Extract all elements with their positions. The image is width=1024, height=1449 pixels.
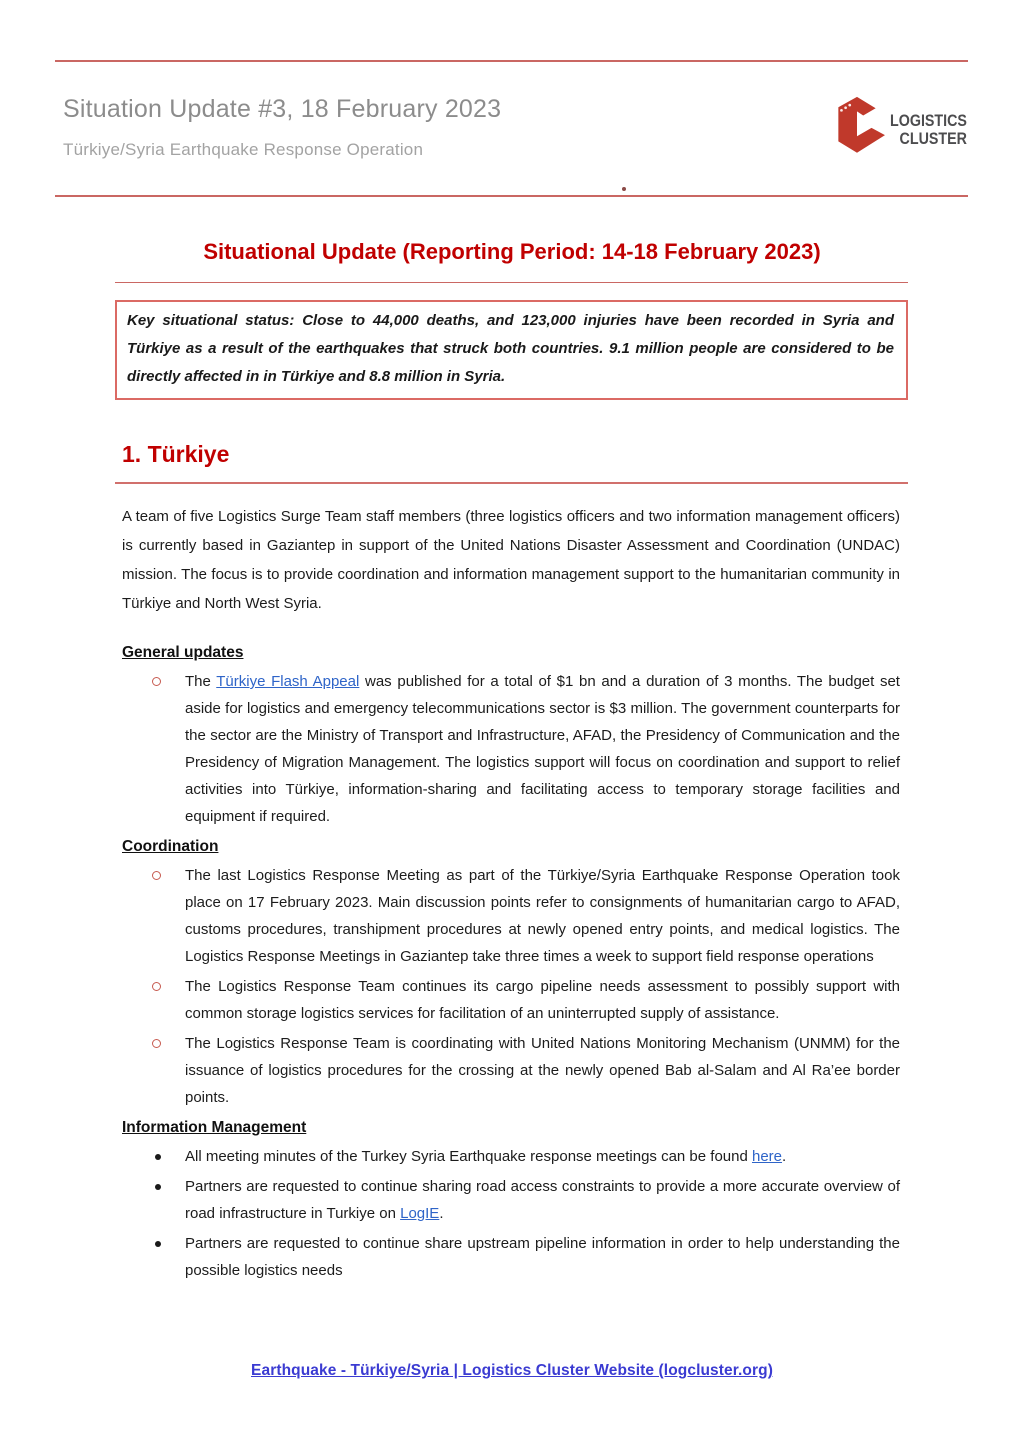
key-status-box	[115, 300, 908, 400]
logo-word-logistics: LOGISTICS	[890, 111, 967, 130]
report-subtitle: Türkiye/Syria Earthquake Response Operation	[63, 140, 424, 159]
logo-wordmark	[890, 112, 967, 148]
list-item-text: The Logistics Response Team continues its cargo pipeline needs assessment to possibly support with common storage logistics services for facilitation of an uninterrupted supply of assistance.	[185, 978, 900, 1022]
section-1-rule	[115, 482, 908, 484]
disc-bullet-icon	[155, 1241, 161, 1247]
section-1-body	[122, 638, 900, 1292]
report-title: Situation Update #3, 18 February 2023	[63, 95, 502, 123]
page-footer	[0, 1362, 1024, 1380]
list-item	[122, 668, 900, 830]
list-item-text: The Logistics Response Team is coordinating with United Nations Monitoring Mechanism (UNMM) for the issuance of logistics procedures for the crossing at the newly opened Bab al-Salam and Al Ra’ee border points.	[185, 1035, 900, 1106]
coordination-list	[122, 862, 900, 1111]
circle-bullet-icon	[152, 677, 161, 686]
stray-dot	[622, 187, 626, 191]
logie-link[interactable]: LogIE	[400, 1205, 440, 1222]
information-management-list	[122, 1143, 900, 1284]
logo-c-icon	[828, 92, 886, 168]
doc-title-rule	[115, 282, 908, 283]
circle-bullet-icon	[152, 982, 161, 991]
list-item	[122, 862, 900, 970]
key-status-text: Key situational status: Close to 44,000 deaths, and 123,000 injuries have been recorded in Syria and Türkiye as a result of the earthquakes that struck both countries. 9.1 million people are considered to be directly affected in in Türkiye and 8.8 million in Syria.	[127, 312, 894, 385]
list-item-text: All meeting minutes of the Turkey Syria Earthquake response meetings can be found here.	[185, 1148, 787, 1165]
doc-title: Situational Update (Reporting Period: 14-18 February 2023)	[203, 239, 821, 264]
section-1-intro: A team of five Logistics Surge Team staff members (three logistics officers and two information management officers) is currently based in Gaziantep in support of the United Nations Disaster Assessment and Coordination (UNDAC) mission. The focus is to provide coordination and information management support to the humanitarian community in Türkiye and North West Syria.	[122, 508, 900, 612]
section-1-heading: 1. Türkiye	[122, 441, 230, 467]
list-item	[122, 1030, 900, 1111]
subheading-information-management: Information Management	[122, 1119, 307, 1136]
meeting-minutes-here-link[interactable]: here	[751, 1148, 783, 1165]
general-updates-list	[122, 668, 900, 830]
subheading-coordination: Coordination	[122, 838, 219, 855]
footer-website-link[interactable]: Earthquake - Türkiye/Syria | Logistics Cluster Website (logcluster.org)	[251, 1362, 773, 1379]
list-item	[122, 973, 900, 1027]
subheading-general-updates: General updates	[122, 644, 244, 661]
list-item-text: The last Logistics Response Meeting as part of the Türkiye/Syria Earthquake Response Operation took place on 17 February 2023. Main discussion points refer to consignments of humanitarian cargo to AFAD, customs procedures, transhipment procedures at newly opened entry points, and medical logistics. The Logistics Response Meetings in Gaziantep take three times a week to support field response operations	[185, 867, 900, 965]
list-item	[122, 1230, 900, 1284]
logo-word-cluster: CLUSTER	[899, 129, 967, 148]
circle-bullet-icon	[152, 1039, 161, 1048]
header-bottom-rule	[55, 195, 968, 197]
list-item-text: Partners are requested to continue sharing road access constraints to provide a more accurate overview of road infrastructure in Turkiye on LogIE.	[185, 1178, 900, 1222]
header-top-rule	[55, 60, 968, 62]
list-item	[122, 1173, 900, 1227]
list-item-text: The Türkiye Flash Appeal was published for a total of $1 bn and a duration of 3 months. The budget set aside for logistics and emergency telecommunications sector is $3 million. The government counterparts for the sector are the Ministry of Transport and Infrastructure, AFAD, the Presidency of Communication and the Presidency of Migration Management. The logistics support will focus on coordination and support to relief activities into Türkiye, information-sharing and facilitating access to temporary storage facilities and equipment if required.	[185, 673, 900, 825]
circle-bullet-icon	[152, 871, 161, 880]
disc-bullet-icon	[155, 1154, 161, 1160]
list-item	[122, 1143, 900, 1170]
list-item-text: Partners are requested to continue share upstream pipeline information in order to help understanding the possible logistics needs	[185, 1235, 900, 1279]
disc-bullet-icon	[155, 1184, 161, 1190]
logistics-cluster-logo	[828, 86, 967, 174]
turkiye-flash-appeal-link[interactable]: Türkiye Flash Appeal	[216, 673, 360, 690]
